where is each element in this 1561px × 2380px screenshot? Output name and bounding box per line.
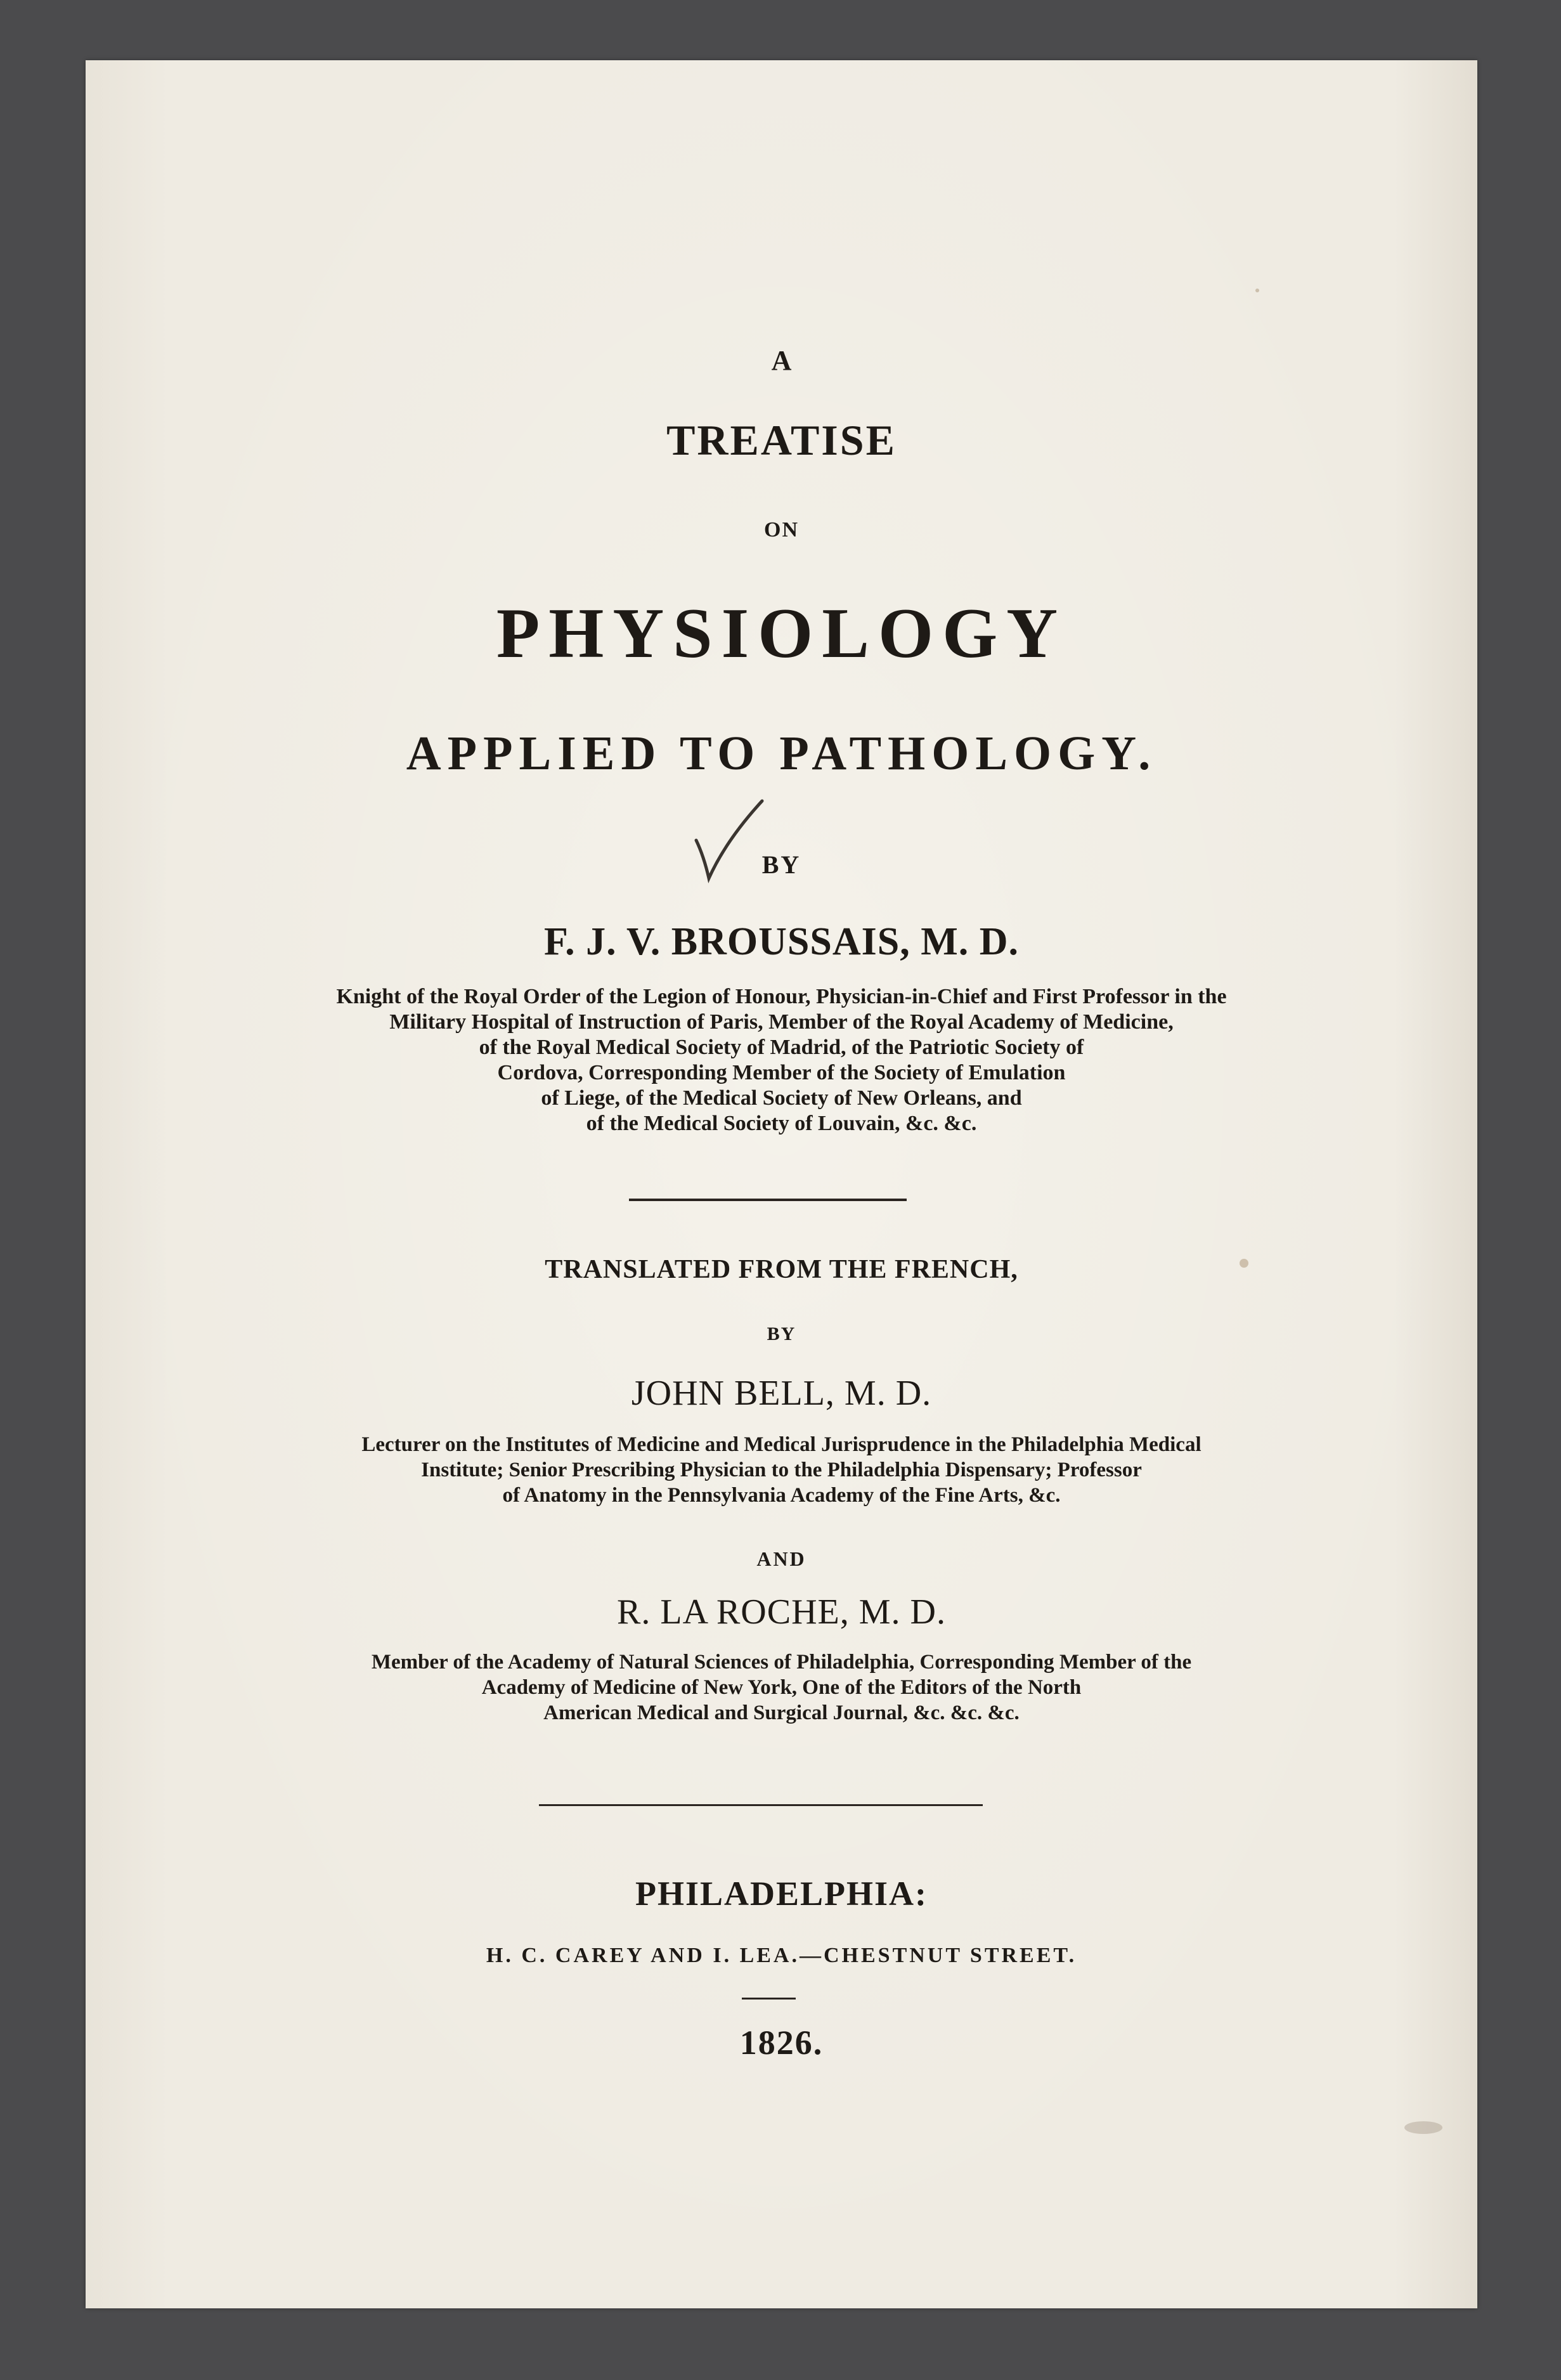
by-label-2: BY	[767, 1323, 796, 1344]
author-credentials-line: of the Royal Medical Society of Madrid, of the Patriotic Society of	[479, 1036, 1084, 1059]
imprint-city: PHILADELPHIA:	[635, 1875, 928, 1913]
by-label: BY	[761, 850, 801, 879]
divider-rule-short	[742, 1998, 796, 2000]
author-credentials-line: Cordova, Corresponding Member of the Society of Emulation	[497, 1061, 1066, 1084]
translator1-name: JOHN BELL, M. D.	[631, 1374, 932, 1413]
translator2-credentials-line: American Medical and Surgical Journal, &c. &c. &c.	[543, 1701, 1020, 1724]
paper-spot	[1255, 289, 1259, 292]
title-subject: PHYSIOLOGY	[496, 594, 1067, 673]
imprint-publisher: H. C. CAREY AND I. LEA.—CHESTNUT STREET.	[486, 1944, 1077, 1967]
divider-rule-2	[539, 1804, 983, 1806]
paper-spot	[1404, 2121, 1442, 2134]
author-credentials-line: Knight of the Royal Order of the Legion of Honour, Physician-in-Chief and First Professor in the	[336, 985, 1227, 1008]
title-treatise: TREATISE	[666, 416, 897, 464]
and-label: AND	[756, 1547, 806, 1570]
paper-spot	[1240, 1259, 1248, 1268]
imprint-year: 1826.	[739, 2024, 824, 2062]
checkmark-annotation-icon	[691, 796, 767, 885]
translator2-name: R. LA ROCHE, M. D.	[617, 1592, 946, 1632]
title-article: A	[771, 345, 792, 376]
divider-rule	[629, 1199, 907, 1201]
translator1-credentials-line: of Anatomy in the Pennsylvania Academy of the Fine Arts, &c.	[502, 1484, 1061, 1507]
translated-label: TRANSLATED FROM THE FRENCH,	[545, 1255, 1018, 1284]
translator1-credentials-line: Lecturer on the Institutes of Medicine and Medical Jurisprudence in the Philadelphia Medical	[361, 1433, 1202, 1456]
title-on: ON	[764, 518, 799, 542]
title-page	[86, 60, 1477, 2308]
author-credentials-line: of the Medical Society of Louvain, &c. &c.	[586, 1112, 977, 1135]
translator2-credentials-line: Member of the Academy of Natural Sciences of Philadelphia, Corresponding Member of the	[371, 1651, 1192, 1674]
translator2-credentials-line: Academy of Medicine of New York, One of the Editors of the North	[481, 1676, 1082, 1699]
translator1-credentials-line: Institute; Senior Prescribing Physician to the Philadelphia Dispensary; Professor	[421, 1459, 1142, 1481]
author-credentials-line: of Liege, of the Medical Society of New Orleans, and	[541, 1086, 1022, 1110]
author-credentials-line: Military Hospital of Instruction of Paris, Member of the Royal Academy of Medicine,	[389, 1010, 1174, 1034]
title-applied: APPLIED TO PATHOLOGY.	[406, 727, 1157, 780]
author-name: F. J. V. BROUSSAIS, M. D.	[543, 920, 1020, 963]
